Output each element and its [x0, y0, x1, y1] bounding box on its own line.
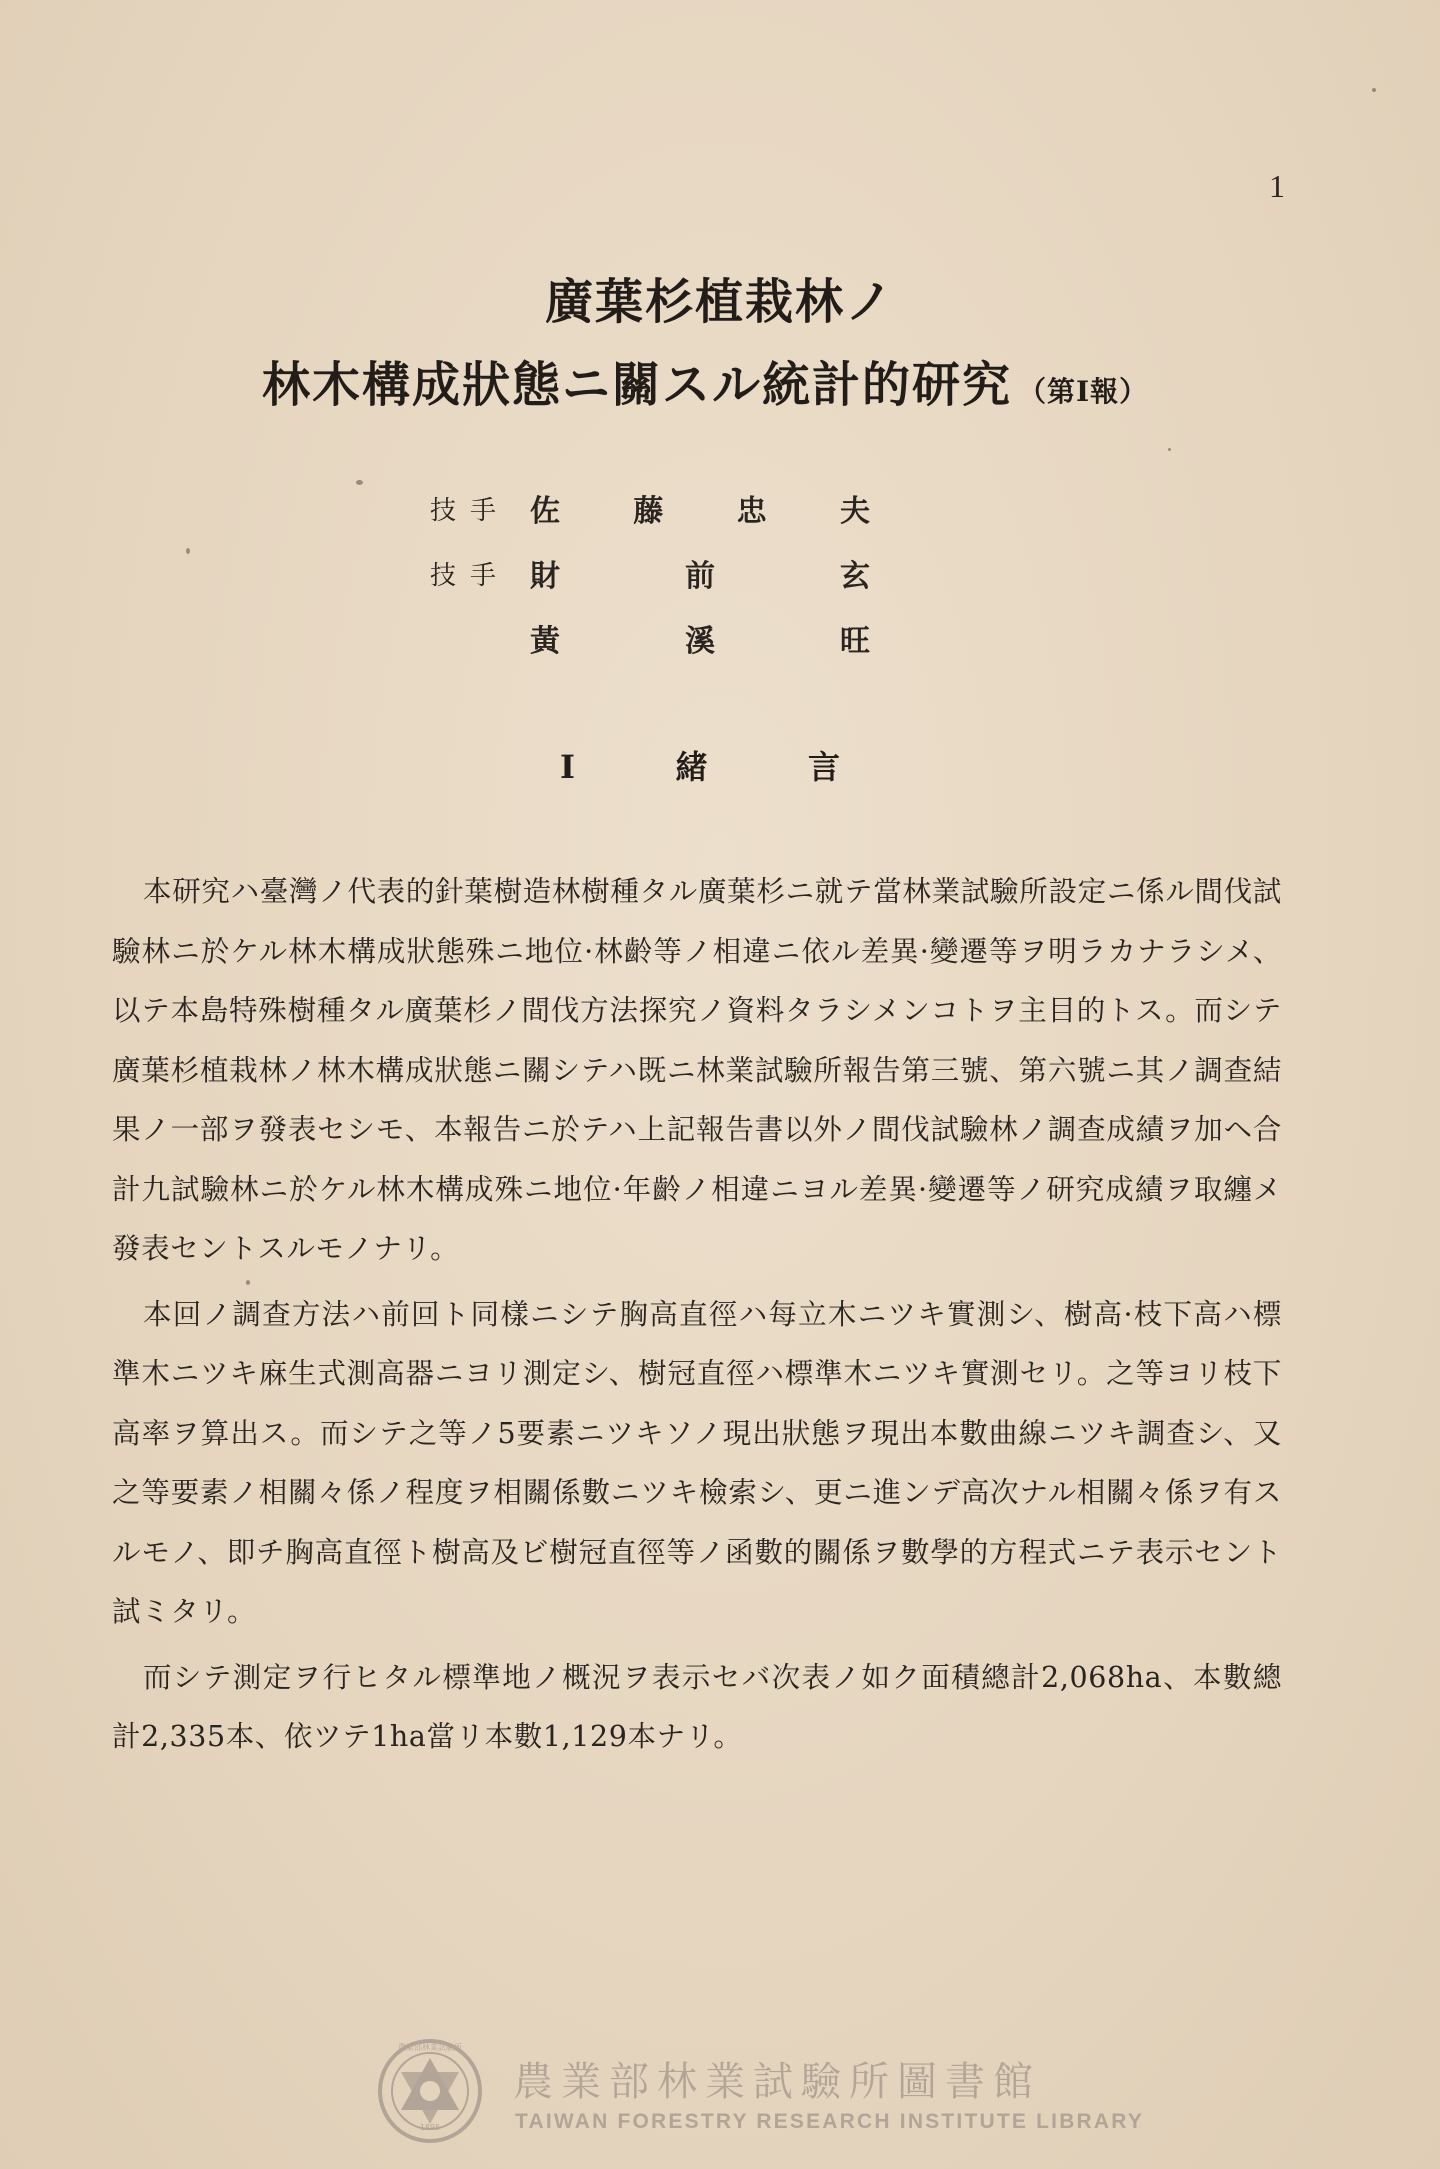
seal-text: 農業部林業試驗所: [398, 2043, 462, 2052]
author-list: [430, 486, 870, 681]
author-name: 佐藤忠夫: [530, 494, 870, 529]
library-name-chinese: 農業部林業試驗所圖書館: [513, 2059, 1041, 2105]
page-number: 1: [1269, 168, 1285, 204]
title-line-2: [262, 346, 1148, 415]
library-seal-icon: [375, 2036, 485, 2146]
body-paragraph: 本回ノ調查方法ハ前回ト同樣ニシテ胸高直徑ハ每立木ニツキ實測シ、樹高·枝下高ハ標準木ニツキ麻生式測高器ニヨリ測定シ、樹冠直徑ハ標準木ニツキ實測セリ。之等ヨリ枝下高率ヲ算出ス。而シテ之等ノ5要素ニツキソノ現出狀態ヲ現出本數曲線ニツキ調查シ、又之等要素ノ相關々係ノ程度ヲ相關係數ニツキ檢索シ、更ニ進ンデ高次ナル相關々係ヲ有スルモノ、即チ胸高直徑ト樹高及ビ樹冠直徑等ノ函數的關係ヲ數學的方程式ニテ表示セント試ミタリ。: [112, 1297, 1282, 1628]
library-name-english: TAIWAN FORESTRY RESEARCH INSTITUTE LIBRARY: [515, 2110, 1145, 2133]
paper-speck: [1168, 448, 1171, 451]
author-row: [430, 616, 870, 681]
seal-year: 1895: [419, 2123, 441, 2132]
section-heading: Ⅰ 緒 言: [560, 748, 840, 786]
author-role: 技手: [430, 496, 511, 526]
title-line-1: 廣葉杉植栽林ノ: [544, 274, 895, 330]
body-paragraph: 本研究ハ臺灣ノ代表的針葉樹造林樹種タル廣葉杉ニ就テ當林業試驗所設定ニ係ル間伐試驗林ニ於ケル林木構成狀態殊ニ地位·林齡等ノ相違ニ依ル差異·變遷等ヲ明ラカナラシメ、以テ本島特殊樹種タル廣葉杉ノ間伐方法探究ノ資料タラシメンコトヲ主目的トス。而シテ廣葉杉植栽林ノ林木構成狀態ニ關シテハ既ニ林業試驗所報告第三號、第六號ニ其ノ調查結果ノ一部ヲ發表セシモ、本報告ニ於テハ上記報告書以外ノ間伐試驗林ノ調查成績ヲ加ヘ合計九試驗林ニ於ケル林木構成殊ニ地位·年齡ノ相違ニヨル差異·變遷等ノ研究成績ヲ取纏メ發表セントスルモノナリ。: [112, 875, 1282, 1265]
author-row: [430, 486, 870, 551]
library-watermark: [375, 2036, 1145, 2156]
paper-speck: [186, 548, 190, 554]
paper-speck: [246, 1280, 250, 1285]
author-row: [430, 551, 870, 616]
paper-speck: [356, 480, 363, 485]
title-main-text: 林木構成狀態ニ關スル統計的研究: [262, 357, 1013, 413]
body-text: [112, 862, 1282, 1773]
author-name: 財前玄: [530, 559, 870, 594]
report-number-label: （第Ⅰ報）: [1018, 375, 1149, 408]
author-name: 黃溪旺: [530, 624, 870, 659]
body-paragraph: 而シテ測定ヲ行ヒタル標準地ノ概況ヲ表示セバ次表ノ如ク面積總計2,068ha、本數總計2,335本、依ツテ1ha當リ本數1,129本ナリ。: [112, 1660, 1282, 1753]
paper-speck: [1372, 88, 1376, 92]
author-role: 技手: [430, 561, 511, 591]
